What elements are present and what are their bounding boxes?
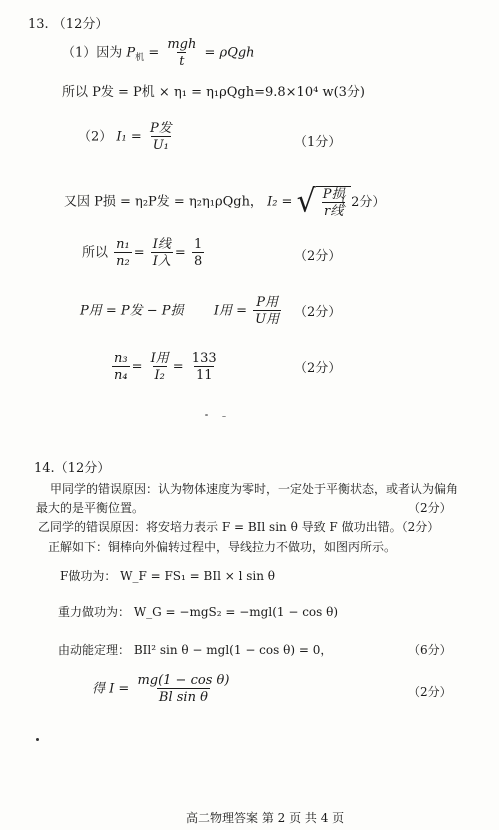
q13-line6-score: （2分） — [294, 305, 342, 320]
q13-header: 13. （12分） — [28, 17, 109, 32]
scan-speck — [222, 416, 226, 417]
q13-line5: 所以 $\frac{\text{n₁}}{\text{n₂}}$ = $\frac{\text{I线}}{\text{I入}}$ = $\frac{1}{8}$ — [82, 237, 203, 269]
q13-line7-den2: I₂ — [154, 368, 165, 383]
q13-line5-den1: n₂ — [116, 254, 130, 269]
q13-line2: 所以 P发 = P机 × η₁ = η₁ρQgh=9.8×10⁴ w(3分) — [62, 85, 365, 100]
q13-line7-num1: n₃ — [114, 351, 128, 366]
q13-line3-lhs: I₁ = — [116, 129, 142, 145]
q14-work-f: F做功为： W_F = FS₁ = BIl × l sin θ — [60, 569, 276, 583]
q14-paragraph-2: 乙同学的错误原因：将安培力表示 F = BIl sin θ 导致 F 做功出错。（2分） — [38, 520, 440, 534]
q13-line4-numerator: P损 — [322, 187, 345, 202]
q13-line1-label: （1）因为 — [62, 45, 123, 61]
q13-line7-num3: 133 — [191, 351, 217, 366]
q14-paragraph-3: 正解如下：铜棒向外偏转过程中，导线拉力不做功，如图丙所示。 — [48, 540, 397, 554]
q13-line6-i: I用 = — [213, 303, 248, 319]
q14-result-score: （2分） — [408, 685, 452, 699]
sqrt-symbol: √ $\frac{\text{P损}}{\text{r线}}$ — [297, 186, 352, 218]
q13-line5-num1: n₁ — [116, 237, 130, 252]
scan-speck — [36, 738, 39, 741]
q13-line3-score: （1分） — [294, 135, 342, 150]
q13-line1-fraction — [165, 38, 198, 68]
q13-line6-den: U用 — [255, 312, 280, 327]
q13-line3-fraction — [148, 122, 174, 152]
page-footer: 高二物理答案 第 2 页 共 4 页 — [186, 811, 345, 825]
q13-line1: （1）因为 $P_机$ = $\frac{\text{mgh}}{t}$ = ρQgh — [62, 37, 255, 69]
scan-speck — [205, 414, 208, 416]
q13-line4-denominator: r线 — [323, 204, 344, 219]
q13-line5-num3: 1 — [193, 237, 203, 252]
q13-line7-num2: I用 — [150, 351, 169, 366]
q14-result-num: mg(1 − cos θ) — [137, 673, 230, 688]
q13-line5-num2: I线 — [152, 237, 171, 252]
q13-line5-label: 所以 — [82, 245, 109, 261]
q13-line3-numerator: P发 — [149, 121, 172, 136]
q14-paragraph-1b: 最大的是平衡位置。 — [36, 501, 145, 515]
q13-line3-label: （2） — [78, 129, 113, 145]
q13-line7-den3: 11 — [195, 368, 213, 383]
q13-line7-den1: n₄ — [114, 368, 128, 383]
q13-line5-fraction-3 — [192, 238, 204, 268]
q13-line5-den3: 8 — [193, 254, 203, 269]
q14-paragraph-1-score: （2分） — [408, 501, 452, 515]
q14-result-fraction — [135, 674, 231, 704]
q13-line6-num: P用 — [256, 295, 279, 310]
q13-line7: $\frac{\text{n₃}}{\text{n₄}}$ = $\frac{\text{I用}}{\text{I₂}}$ = $\frac{133}{11}$ — [114, 351, 217, 383]
q13-line3-denominator: U₁ — [152, 138, 169, 153]
q14-result-label: 得 I = — [92, 681, 130, 697]
q13-line4-text: 又因 P损 = η₂P发 = η₂η₁ρQgh， — [64, 194, 263, 210]
q14-paragraph-1: 甲同学的错误原因：认为物体速度为零时，一定处于平衡状态，或者认为偏角 — [50, 482, 459, 496]
q14-result — [92, 674, 233, 704]
q13-line1-numerator: mgh — [167, 37, 197, 52]
q13-line7-score: （2分） — [294, 361, 342, 376]
q14-header: 14.（12分） — [34, 461, 111, 476]
q13-line5-den2: I入 — [152, 254, 171, 269]
q13-line6 — [80, 296, 283, 326]
q13-line5-score: （2分） — [294, 249, 342, 264]
q14-work-g: 重力做功为： W_G = −mgS₂ = −mgl(1 − cos θ) — [58, 605, 339, 619]
q13-line4 — [64, 183, 351, 220]
q13-line3 — [78, 122, 176, 152]
q13-line7-fraction-1 — [112, 352, 130, 382]
q13-line6-text: P用 = P发 − P损 — [80, 303, 184, 319]
q13-line1-lhs: P — [126, 45, 136, 61]
q13-line1-lhs-sub: 机 — [135, 53, 145, 64]
q13-line5-fraction-1 — [114, 238, 132, 268]
q14-energy-score: （6分） — [408, 643, 452, 657]
q13-line7-fraction-2 — [149, 352, 171, 382]
q13-line5-fraction-2 — [151, 238, 173, 268]
q13-line4-score: （ 2分） — [334, 195, 386, 210]
q13-line4-i2: I₂ = — [267, 194, 293, 210]
q13-line7-fraction-3 — [190, 352, 219, 382]
q14-result-den: Bl sin θ — [158, 690, 208, 705]
q13-line1-denominator: t — [179, 54, 185, 69]
q13-line6-fraction — [253, 296, 281, 326]
q14-energy-theorem: 由动能定理： BIl² sin θ − mgl(1 − cos θ) = 0， — [58, 643, 333, 657]
q13-line1-rhs: = ρQgh — [204, 45, 255, 61]
